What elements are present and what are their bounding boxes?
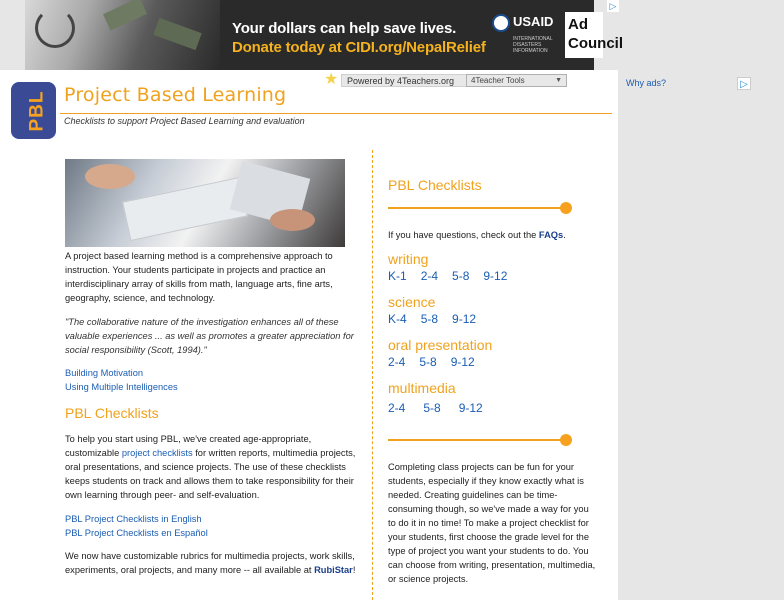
ad-banner[interactable] [25,0,623,70]
banknote-image [153,18,201,50]
ad-photo [25,0,220,70]
grade-link[interactable]: 9-12 [450,355,475,369]
closing-paragraph: Completing class projects can be fun for your students, especially if they know exactly what is needed. Creating guidelines can be time-consuming though, so we've made a way for you to do it in no time! To make a project checklist for your students, first choose the grade level for the type of project you want your students to do. You can choose from writing, presentation, multimedia, or science projects. [388,462,596,584]
bullet-dot-icon [560,202,572,214]
writing-grades [388,269,521,283]
grade-link[interactable]: 2-4 [388,401,406,415]
logo-text: PBL [26,90,48,132]
text: ! [352,565,356,575]
checklists-heading-left: PBL Checklists [65,405,159,421]
powered-by-link[interactable]: Powered by 4Teachers.org [341,74,471,87]
checklists-paragraph [65,432,365,502]
hand-image [85,164,135,189]
teacher-tools-select[interactable] [466,74,567,87]
text: for written reports, multimedia projects, oral presentations, and science projects. The use of these checklists keeps students on track and allows them to take responsibility for their own learning through peer- and self-evaluation. [65,448,356,500]
usaid-seal-icon [492,14,510,32]
faq-text [388,228,566,242]
rubrics-paragraph [65,549,365,577]
ad-choices-icon[interactable]: ▷ [737,77,751,90]
quote-paragraph: "The collaborative nature of the investigation enhances all of these valuable experiences ... as well as promotes a greater appreciation for social responsibility (Scott, 1994)." [65,317,354,355]
bullet-dot-icon [560,434,572,446]
science-grades [388,312,490,326]
ad-cta[interactable]: Donate today at CIDI.org/NepalRelief [232,39,486,56]
usaid-logo [492,12,562,58]
category-oral-presentation: oral presentation [388,337,493,353]
checklists-heading-right: PBL Checklists [388,177,482,193]
why-ads-link[interactable]: Why ads? [626,78,667,88]
tagline: Checklists to support Project Based Learning and evaluation [64,116,305,126]
category-science: science [388,294,436,310]
multimedia-grades [388,401,497,415]
column-divider [372,150,373,600]
select-value: 4Teacher Tools [471,76,525,85]
checklists-english-link[interactable]: PBL Project Checklists in English [65,514,202,524]
text: We now have customizable rubrics for multimedia projects, work skills, experiments, oral projects, and many more -- all available at [65,551,355,575]
multiple-intelligences-link[interactable]: Using Multiple Intelligences [65,382,178,392]
usaid-subtitle: INTERNATIONAL DISASTERS INFORMATION [513,36,553,54]
category-multimedia: multimedia [388,380,456,396]
orange-rule [388,207,568,209]
grade-link[interactable]: 9-12 [483,269,508,283]
text: . [563,230,566,240]
students-photo [65,159,345,247]
grade-link[interactable]: 5-8 [419,355,437,369]
project-checklists-link[interactable]: project checklists [121,448,193,458]
faqs-link[interactable]: FAQs [538,230,564,240]
banknote-image [103,0,147,31]
page-content [0,70,618,600]
page-title: Project Based Learning [64,84,287,106]
stethoscope-image [35,8,75,48]
grade-link[interactable]: K-4 [388,312,407,326]
grade-link[interactable]: 2-4 [388,355,406,369]
category-writing: writing [388,251,429,267]
orange-rule [388,439,568,441]
ad-headline: Your dollars can help save lives. [232,20,457,37]
grade-link[interactable]: 5-8 [452,269,470,283]
grade-link[interactable]: 9-12 [458,401,483,415]
chevron-down-icon: ▼ [555,77,562,84]
ad-choices-icon[interactable]: ▷ [607,0,619,12]
hand-image [270,209,315,231]
building-motivation-link[interactable]: Building Motivation [65,368,144,378]
intro-paragraph: A project based learning method is a comprehensive approach to instruction. Your students participate in projects and practice an interdisciplinary array of skills from math, language arts, fine arts, geography, science, and technology. [65,251,333,303]
grade-link[interactable]: 5-8 [420,312,439,326]
star-icon: ★ [324,71,339,88]
grade-link[interactable]: 9-12 [452,312,477,326]
usaid-name: USAID [513,14,554,29]
checklists-spanish-link[interactable]: PBL Project Checklists en Español [65,528,208,538]
text: To help you start using PBL, we've created age-appropriate, customizable [65,434,312,458]
oral-presentation-grades [388,355,489,369]
grade-link[interactable]: 5-8 [423,401,441,415]
header-divider [60,113,612,114]
rubistar-link[interactable]: RubiStar [314,565,353,575]
pbl-logo[interactable] [11,82,56,139]
grade-link[interactable]: 2-4 [420,269,439,283]
grade-link[interactable]: K-1 [388,269,407,283]
text: If you have questions, check out the [388,230,539,240]
ad-council-logo: Ad Council [565,12,603,58]
